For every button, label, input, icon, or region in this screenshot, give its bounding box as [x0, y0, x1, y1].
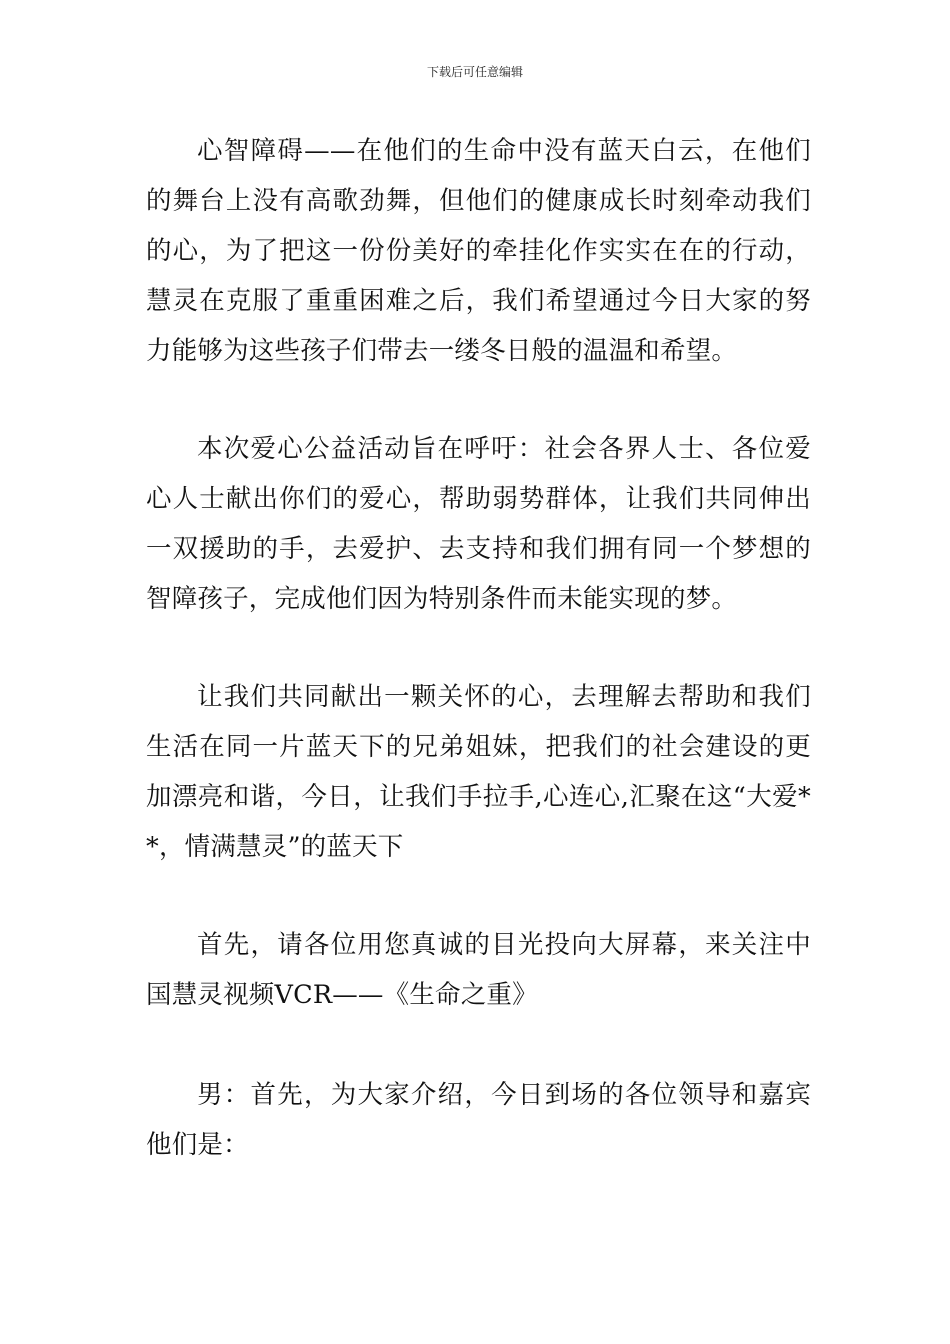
paragraph-intro: 心智障碍——在他们的生命中没有蓝天白云，在他们的舞台上没有高歌劲舞，但他们的健康成长时刻牵动我们的心，为了把这一份份美好的牵挂化作实实在在的行动，慧灵在克服了重重困难之后，我们希望通过今日大家的努力能够为这些孩子们带去一缕冬日般的温温和希望。 — [146, 136, 811, 366]
paragraph-guests: 男：首先，为大家介绍，今日到场的各位领导和嘉宾他们是： — [146, 1080, 811, 1160]
page-header-note: 下载后可任意编辑 — [426, 65, 523, 79]
paragraph-vcr: 首先，请各位用您真诚的目光投向大屏幕，来关注中国慧灵视频VCR——《生命之重》 — [146, 930, 811, 1010]
paragraph-call-to-action: 让我们共同献出一颗关怀的心，去理解去帮助和我们生活在同一片蓝天下的兄弟姐妹，把我们的社会建设的更加漂亮和谐，今日，让我们手拉手,心连心,汇聚在这“大爱**，情满慧灵”的蓝天下 — [146, 682, 811, 862]
paragraph-appeal: 本次爱心公益活动旨在呼吁：社会各界人士、各位爱心人士献出你们的爱心，帮助弱势群体，让我们共同伸出一双援助的手，去爱护、去支持和我们拥有同一个梦想的智障孩子，完成他们因为特别条件而未能实现的梦。 — [146, 434, 811, 614]
